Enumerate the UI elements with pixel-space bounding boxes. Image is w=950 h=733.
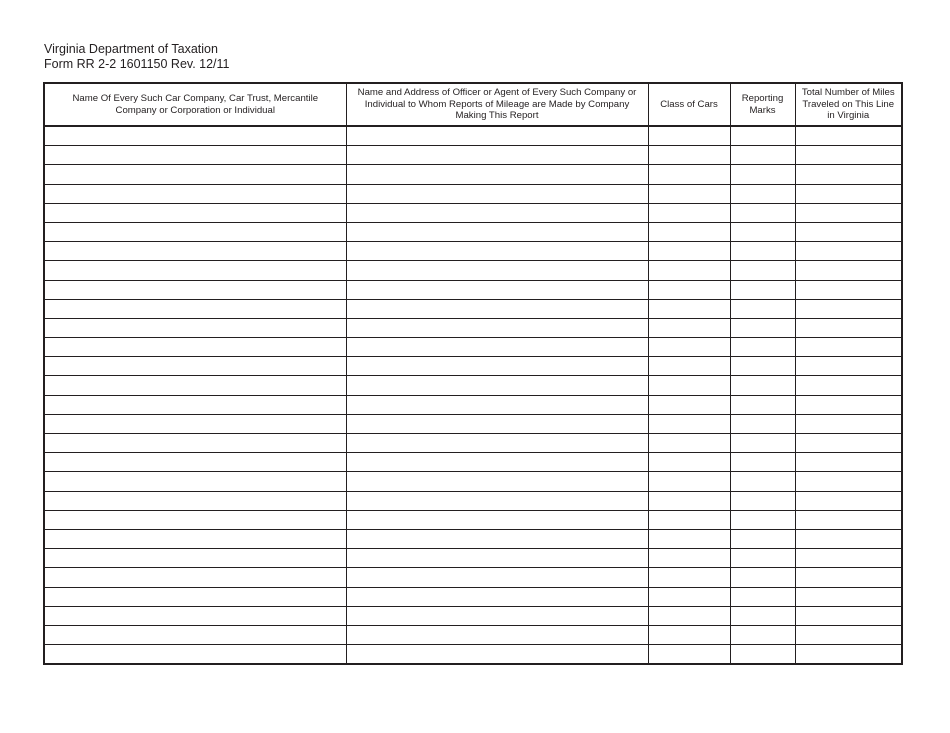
total-miles-cell[interactable] [795, 606, 902, 625]
table-row [44, 510, 902, 529]
company-name-cell[interactable] [44, 491, 346, 510]
total-miles-cell[interactable] [795, 529, 902, 548]
officer-agent-cell[interactable] [346, 491, 648, 510]
officer-agent-cell[interactable] [346, 261, 648, 280]
class-of-cars-cell[interactable] [648, 434, 730, 453]
officer-agent-cell[interactable] [346, 146, 648, 165]
class-of-cars-cell[interactable] [648, 203, 730, 222]
table-row [44, 529, 902, 548]
reporting-marks-cell[interactable] [730, 472, 795, 491]
table-row [44, 203, 902, 222]
company-name-cell[interactable] [44, 453, 346, 472]
form-identifier: Form RR 2-2 1601150 Rev. 12/11 [44, 57, 230, 71]
column-header-company-name: Name Of Every Such Car Company, Car Trust, Mercantile Company or Corporation or Individual [44, 83, 346, 126]
reporting-marks-cell[interactable] [730, 568, 795, 587]
total-miles-cell[interactable] [795, 587, 902, 606]
reporting-marks-cell[interactable] [730, 434, 795, 453]
reporting-marks-cell[interactable] [730, 261, 795, 280]
total-miles-cell[interactable] [795, 222, 902, 241]
company-name-cell[interactable] [44, 203, 346, 222]
company-name-cell[interactable] [44, 126, 346, 146]
total-miles-cell[interactable] [795, 203, 902, 222]
table-row [44, 299, 902, 318]
total-miles-cell[interactable] [795, 146, 902, 165]
total-miles-cell[interactable] [795, 568, 902, 587]
table-row [44, 549, 902, 568]
class-of-cars-cell[interactable] [648, 472, 730, 491]
total-miles-cell[interactable] [795, 261, 902, 280]
officer-agent-cell[interactable] [346, 395, 648, 414]
reporting-marks-cell[interactable] [730, 376, 795, 395]
total-miles-cell[interactable] [795, 318, 902, 337]
officer-agent-cell[interactable] [346, 606, 648, 625]
class-of-cars-cell[interactable] [648, 146, 730, 165]
reporting-marks-cell[interactable] [730, 606, 795, 625]
company-name-cell[interactable] [44, 625, 346, 644]
class-of-cars-cell[interactable] [648, 261, 730, 280]
officer-agent-cell[interactable] [346, 376, 648, 395]
reporting-marks-cell[interactable] [730, 510, 795, 529]
company-name-cell[interactable] [44, 549, 346, 568]
class-of-cars-cell[interactable] [648, 318, 730, 337]
table-row [44, 146, 902, 165]
company-name-cell[interactable] [44, 645, 346, 665]
class-of-cars-cell[interactable] [648, 625, 730, 644]
class-of-cars-cell[interactable] [648, 414, 730, 433]
reporting-marks-cell[interactable] [730, 165, 795, 184]
table-row [44, 568, 902, 587]
company-name-cell[interactable] [44, 261, 346, 280]
reporting-marks-cell[interactable] [730, 549, 795, 568]
table-row [44, 645, 902, 665]
officer-agent-cell[interactable] [346, 242, 648, 261]
class-of-cars-cell[interactable] [648, 529, 730, 548]
company-name-cell[interactable] [44, 606, 346, 625]
officer-agent-cell[interactable] [346, 645, 648, 665]
officer-agent-cell[interactable] [346, 126, 648, 146]
class-of-cars-cell[interactable] [648, 606, 730, 625]
reporting-marks-cell[interactable] [730, 453, 795, 472]
table-row [44, 414, 902, 433]
total-miles-cell[interactable] [795, 472, 902, 491]
total-miles-cell[interactable] [795, 338, 902, 357]
class-of-cars-cell[interactable] [648, 376, 730, 395]
reporting-marks-cell[interactable] [730, 222, 795, 241]
table-row [44, 625, 902, 644]
table-row [44, 491, 902, 510]
officer-agent-cell[interactable] [346, 357, 648, 376]
officer-agent-cell[interactable] [346, 510, 648, 529]
table-row [44, 357, 902, 376]
officer-agent-cell[interactable] [346, 587, 648, 606]
officer-agent-cell[interactable] [346, 280, 648, 299]
reporting-marks-cell[interactable] [730, 395, 795, 414]
reporting-marks-cell[interactable] [730, 184, 795, 203]
total-miles-cell[interactable] [795, 645, 902, 665]
mileage-report-table [43, 82, 903, 665]
officer-agent-cell[interactable] [346, 299, 648, 318]
total-miles-cell[interactable] [795, 357, 902, 376]
reporting-marks-cell[interactable] [730, 491, 795, 510]
class-of-cars-cell[interactable] [648, 587, 730, 606]
table-row [44, 184, 902, 203]
total-miles-cell[interactable] [795, 434, 902, 453]
officer-agent-cell[interactable] [346, 568, 648, 587]
total-miles-cell[interactable] [795, 126, 902, 146]
company-name-cell[interactable] [44, 510, 346, 529]
reporting-marks-cell[interactable] [730, 625, 795, 644]
reporting-marks-cell[interactable] [730, 645, 795, 665]
total-miles-cell[interactable] [795, 165, 902, 184]
company-name-cell[interactable] [44, 280, 346, 299]
officer-agent-cell[interactable] [346, 472, 648, 491]
company-name-cell[interactable] [44, 472, 346, 491]
column-header-officer-agent: Name and Address of Officer or Agent of Every Such Company or Individual to Whom Reports of Mileage are Made by Company Making This Report [346, 83, 648, 126]
class-of-cars-cell[interactable] [648, 126, 730, 146]
class-of-cars-cell[interactable] [648, 510, 730, 529]
table-row [44, 126, 902, 146]
class-of-cars-cell[interactable] [648, 395, 730, 414]
reporting-marks-cell[interactable] [730, 318, 795, 337]
reporting-marks-cell[interactable] [730, 357, 795, 376]
class-of-cars-cell[interactable] [648, 299, 730, 318]
officer-agent-cell[interactable] [346, 414, 648, 433]
table-row [44, 587, 902, 606]
table-row [44, 376, 902, 395]
class-of-cars-cell[interactable] [648, 645, 730, 665]
officer-agent-cell[interactable] [346, 338, 648, 357]
reporting-marks-cell[interactable] [730, 529, 795, 548]
company-name-cell[interactable] [44, 395, 346, 414]
class-of-cars-cell[interactable] [648, 242, 730, 261]
company-name-cell[interactable] [44, 299, 346, 318]
total-miles-cell[interactable] [795, 184, 902, 203]
total-miles-cell[interactable] [795, 491, 902, 510]
company-name-cell[interactable] [44, 587, 346, 606]
officer-agent-cell[interactable] [346, 203, 648, 222]
class-of-cars-cell[interactable] [648, 338, 730, 357]
table-row [44, 280, 902, 299]
officer-agent-cell[interactable] [346, 625, 648, 644]
reporting-marks-cell[interactable] [730, 146, 795, 165]
table-row [44, 165, 902, 184]
company-name-cell[interactable] [44, 357, 346, 376]
table-row [44, 472, 902, 491]
company-name-cell[interactable] [44, 434, 346, 453]
officer-agent-cell[interactable] [346, 529, 648, 548]
total-miles-cell[interactable] [795, 549, 902, 568]
total-miles-cell[interactable] [795, 453, 902, 472]
table-row [44, 261, 902, 280]
total-miles-cell[interactable] [795, 280, 902, 299]
total-miles-cell[interactable] [795, 625, 902, 644]
class-of-cars-cell[interactable] [648, 280, 730, 299]
company-name-cell[interactable] [44, 414, 346, 433]
reporting-marks-cell[interactable] [730, 280, 795, 299]
reporting-marks-cell[interactable] [730, 203, 795, 222]
officer-agent-cell[interactable] [346, 434, 648, 453]
class-of-cars-cell[interactable] [648, 453, 730, 472]
reporting-marks-cell[interactable] [730, 338, 795, 357]
total-miles-cell[interactable] [795, 395, 902, 414]
company-name-cell[interactable] [44, 184, 346, 203]
table-row [44, 222, 902, 241]
table-row [44, 338, 902, 357]
company-name-cell[interactable] [44, 318, 346, 337]
class-of-cars-cell[interactable] [648, 184, 730, 203]
class-of-cars-cell[interactable] [648, 491, 730, 510]
company-name-cell[interactable] [44, 165, 346, 184]
reporting-marks-cell[interactable] [730, 299, 795, 318]
form-header [44, 42, 230, 72]
table-row [44, 395, 902, 414]
table-body [44, 126, 902, 664]
class-of-cars-cell[interactable] [648, 222, 730, 241]
officer-agent-cell[interactable] [346, 165, 648, 184]
reporting-marks-cell[interactable] [730, 126, 795, 146]
table-row [44, 434, 902, 453]
company-name-cell[interactable] [44, 222, 346, 241]
company-name-cell[interactable] [44, 146, 346, 165]
company-name-cell[interactable] [44, 568, 346, 587]
total-miles-cell[interactable] [795, 376, 902, 395]
class-of-cars-cell[interactable] [648, 357, 730, 376]
table-header-row [44, 83, 902, 126]
officer-agent-cell[interactable] [346, 222, 648, 241]
total-miles-cell[interactable] [795, 299, 902, 318]
column-header-total-miles: Total Number of Miles Traveled on This Line in Virginia [795, 83, 902, 126]
table-row [44, 453, 902, 472]
reporting-marks-cell[interactable] [730, 587, 795, 606]
table-row [44, 606, 902, 625]
total-miles-cell[interactable] [795, 414, 902, 433]
class-of-cars-cell[interactable] [648, 549, 730, 568]
company-name-cell[interactable] [44, 376, 346, 395]
company-name-cell[interactable] [44, 338, 346, 357]
department-title: Virginia Department of Taxation [44, 42, 218, 56]
officer-agent-cell[interactable] [346, 549, 648, 568]
total-miles-cell[interactable] [795, 510, 902, 529]
officer-agent-cell[interactable] [346, 453, 648, 472]
officer-agent-cell[interactable] [346, 184, 648, 203]
total-miles-cell[interactable] [795, 242, 902, 261]
table-row [44, 242, 902, 261]
company-name-cell[interactable] [44, 529, 346, 548]
reporting-marks-cell[interactable] [730, 414, 795, 433]
class-of-cars-cell[interactable] [648, 165, 730, 184]
company-name-cell[interactable] [44, 242, 346, 261]
table-row [44, 318, 902, 337]
officer-agent-cell[interactable] [346, 318, 648, 337]
class-of-cars-cell[interactable] [648, 568, 730, 587]
reporting-marks-cell[interactable] [730, 242, 795, 261]
column-header-reporting-marks: Reporting Marks [730, 83, 795, 126]
column-header-class-of-cars: Class of Cars [648, 83, 730, 126]
